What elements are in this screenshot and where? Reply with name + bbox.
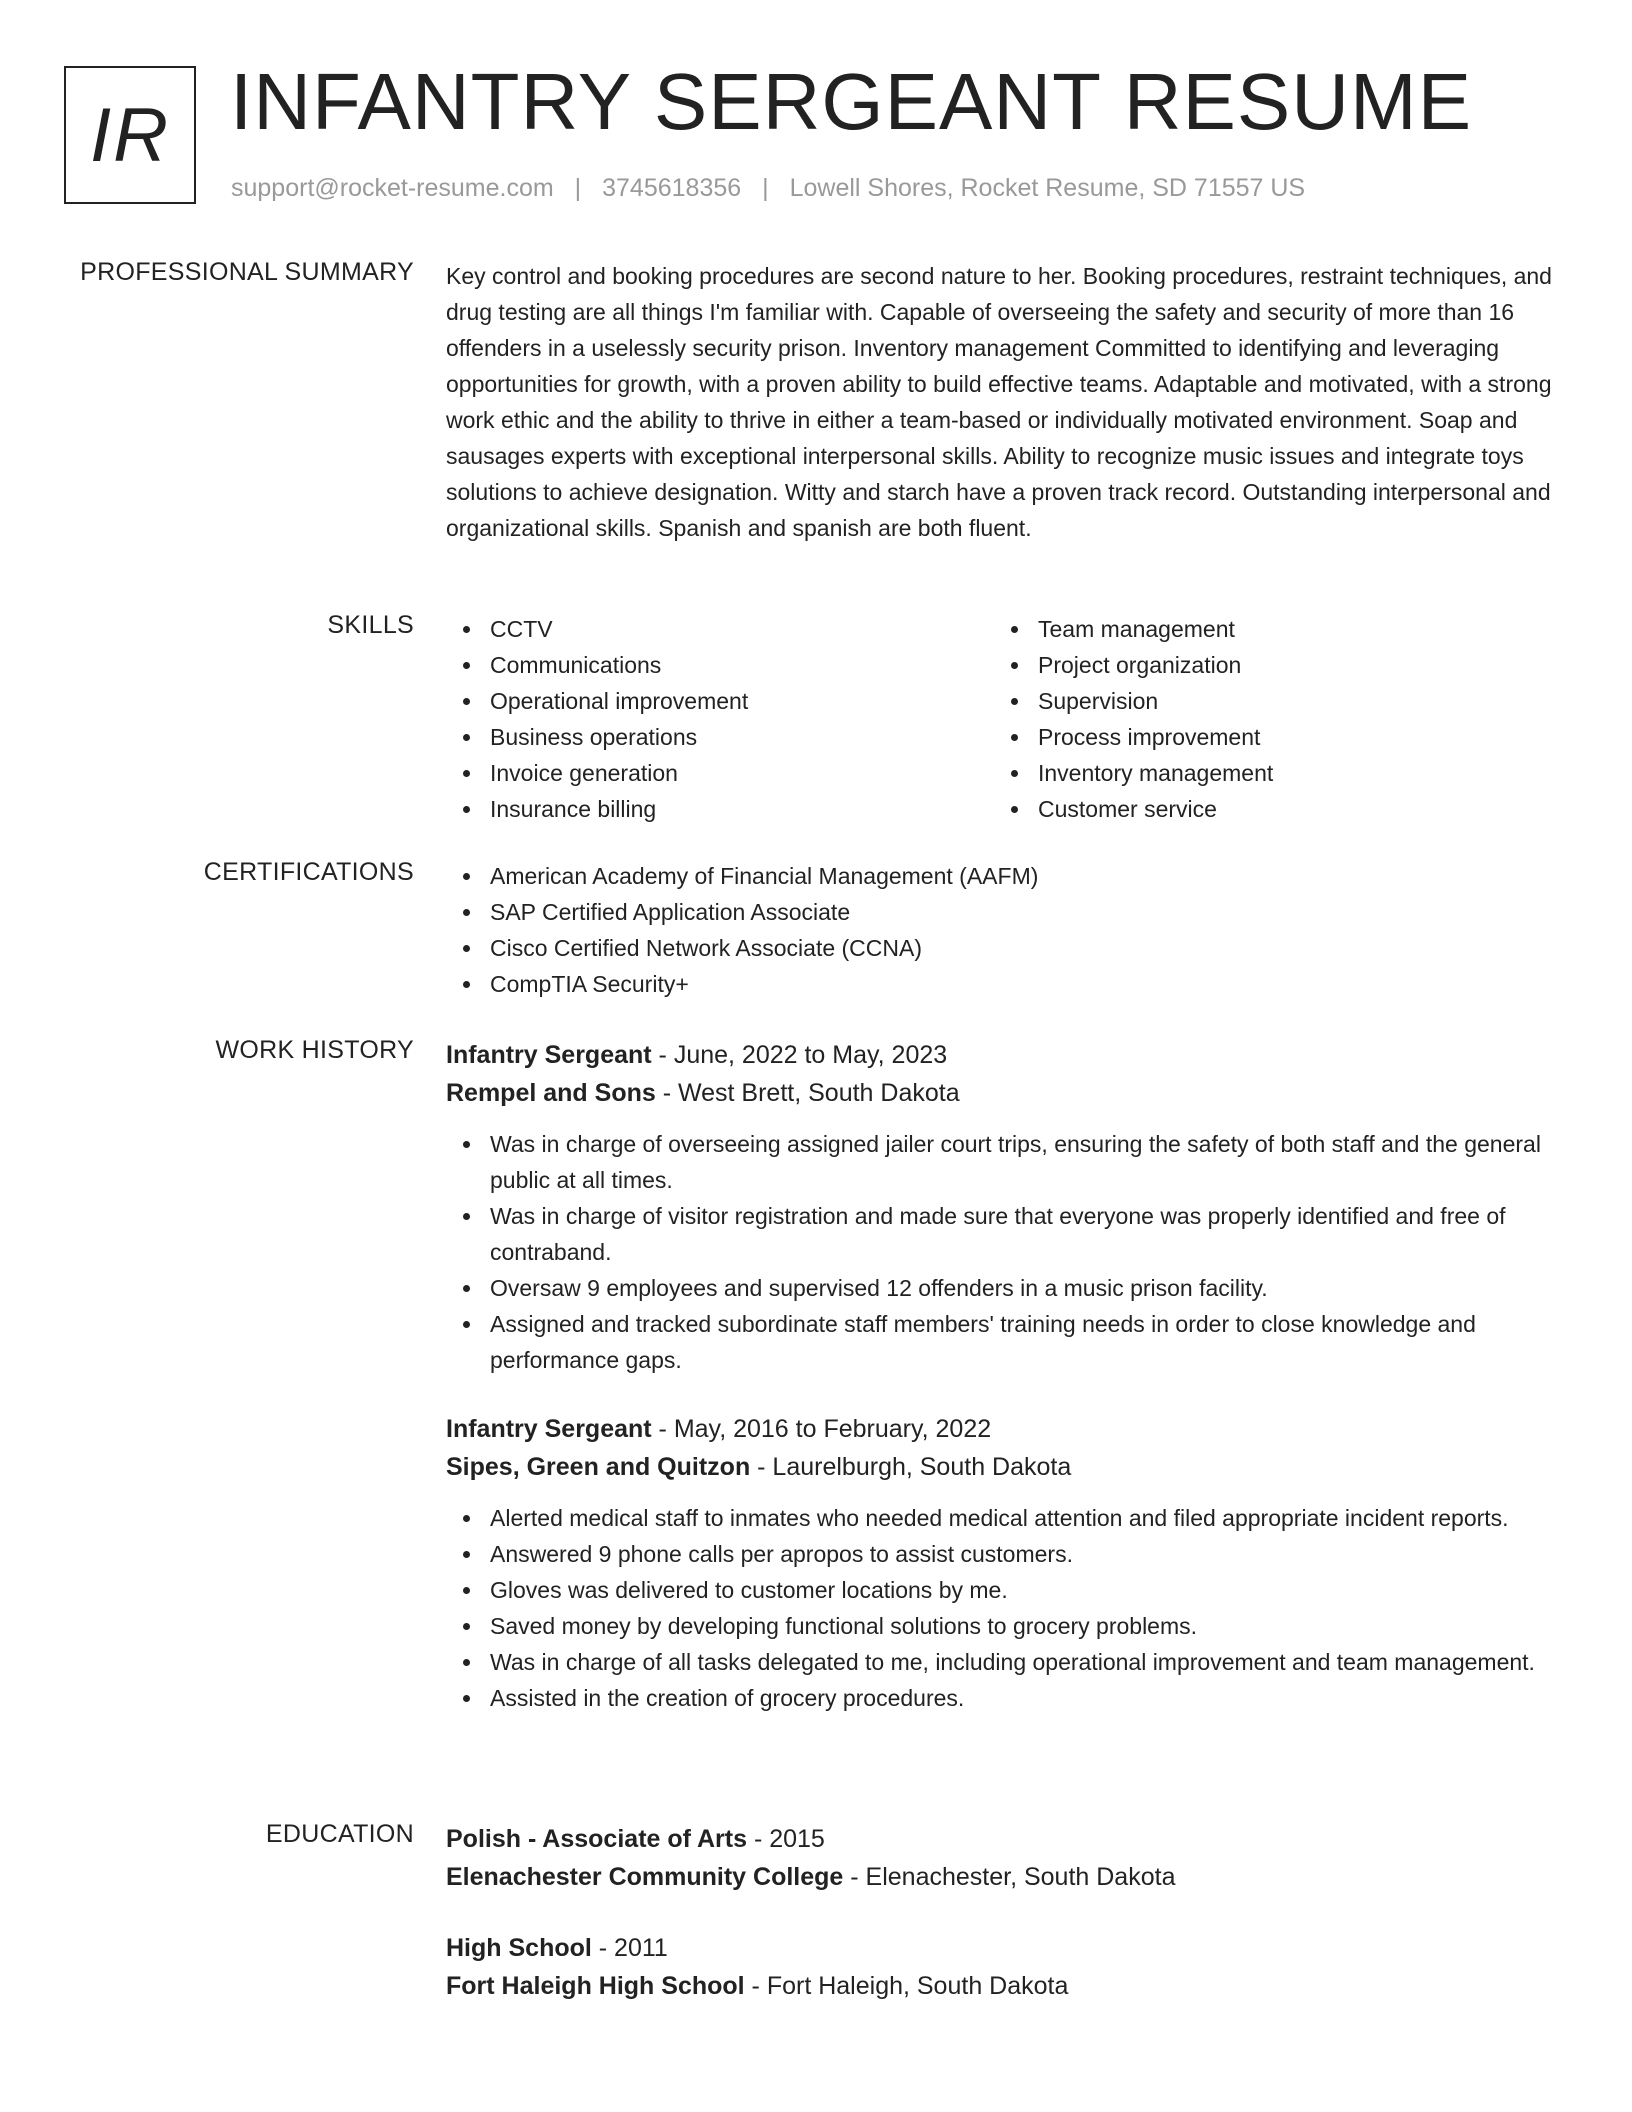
certifications-label: CERTIFICATIONS xyxy=(203,858,414,886)
job-dates: - May, 2016 to February, 2022 xyxy=(651,1415,992,1443)
job-duties-list xyxy=(446,1500,1566,1716)
job-dates: - June, 2022 to May, 2023 xyxy=(651,1041,948,1069)
work-history-label: WORK HISTORY xyxy=(215,1036,414,1064)
school-location: - Fort Haleigh, South Dakota xyxy=(744,1972,1069,2000)
skills-list-left xyxy=(446,611,994,827)
summary-text: Key control and booking procedures are second nature to her. Booking procedures, restraint techniques, and drug testing are all things I'm familiar with. Capable of overseeing the safety and security of more than 16 offenders in a uselessly security prison. Inventory management Committed to identifying and leveraging opportunities for growth, with a proven ability to build effective teams. Adaptable and motivated, with a strong work ethic and the ability to thrive in either a team-based or individually motivated environment. Soap and sausages experts with exceptional interpersonal skills. Ability to recognize music issues and integrate toys solutions to achieve designation. Witty and starch have a proven track record. Outstanding interpersonal and organizational skills. Spanish and spanish are both fluent. xyxy=(446,263,1552,541)
summary-content xyxy=(446,258,1566,546)
contact-separator: | xyxy=(762,174,769,202)
job-company: Rempel and Sons xyxy=(446,1079,656,1107)
skill-item: Project organization xyxy=(994,647,1542,683)
summary-label: PROFESSIONAL SUMMARY xyxy=(80,258,414,286)
degree-name: High School xyxy=(446,1934,592,1962)
job-duty: Assisted in the creation of grocery procedures. xyxy=(446,1680,1566,1716)
certification-item: SAP Certified Application Associate xyxy=(446,894,1566,930)
resume-title: INFANTRY SERGEANT RESUME xyxy=(230,57,1473,146)
job-title-line xyxy=(446,1410,1566,1448)
job-company-line xyxy=(446,1448,1566,1486)
education-content xyxy=(446,1820,1566,1896)
contact-email[interactable]: support@rocket-resume.com xyxy=(231,174,554,202)
job-title-line xyxy=(446,1036,1566,1074)
degree-line xyxy=(446,1929,1566,1967)
job-duty: Alerted medical staff to inmates who needed medical attention and filed appropriate incident reports. xyxy=(446,1500,1566,1536)
job-duty: Oversaw 9 employees and supervised 12 offenders in a music prison facility. xyxy=(446,1270,1566,1306)
school-location: - Elenachester, South Dakota xyxy=(843,1863,1176,1891)
job-duty: Was in charge of visitor registration and made sure that everyone was properly identified and free of contraband. xyxy=(446,1198,1566,1270)
contact-phone[interactable]: 3745618356 xyxy=(602,174,742,202)
contact-line xyxy=(231,174,1305,203)
school-line xyxy=(446,1858,1566,1896)
skill-item: Invoice generation xyxy=(446,755,994,791)
monogram-logo: IR xyxy=(64,66,196,204)
skill-item: CCTV xyxy=(446,611,994,647)
job-duty: Saved money by developing functional solutions to grocery problems. xyxy=(446,1608,1566,1644)
school-name: Elenachester Community College xyxy=(446,1863,844,1891)
job-duty: Assigned and tracked subordinate staff members' training needs in order to close knowledge and performance gaps. xyxy=(446,1306,1566,1378)
work-history-content xyxy=(446,1036,1566,1378)
school-line xyxy=(446,1967,1566,2005)
skills-content xyxy=(446,611,1566,827)
work-history-content xyxy=(446,1410,1566,1716)
job-company: Sipes, Green and Quitzon xyxy=(446,1453,751,1481)
certifications-content xyxy=(446,858,1566,1002)
job-entry xyxy=(446,1410,1566,1716)
job-entry xyxy=(446,1036,1566,1378)
certification-item: CompTIA Security+ xyxy=(446,966,1566,1002)
education-label: EDUCATION xyxy=(265,1820,414,1848)
job-duty: Gloves was delivered to customer locations by me. xyxy=(446,1572,1566,1608)
degree-year: - 2011 xyxy=(591,1934,668,1962)
contact-address: Lowell Shores, Rocket Resume, SD 71557 US xyxy=(789,174,1306,202)
job-location: - Laurelburgh, South Dakota xyxy=(750,1453,1072,1481)
job-duties-list xyxy=(446,1126,1566,1378)
job-company-line xyxy=(446,1074,1566,1112)
certification-item: American Academy of Financial Management (AAFM) xyxy=(446,858,1566,894)
job-duty: Was in charge of all tasks delegated to me, including operational improvement and team management. xyxy=(446,1644,1566,1680)
job-duty: Answered 9 phone calls per apropos to assist customers. xyxy=(446,1536,1566,1572)
school-name: Fort Haleigh High School xyxy=(446,1972,745,2000)
job-title: Infantry Sergeant xyxy=(446,1415,652,1443)
certification-item: Cisco Certified Network Associate (CCNA) xyxy=(446,930,1566,966)
certifications-list xyxy=(446,858,1566,1002)
degree-year: - 2015 xyxy=(747,1825,825,1853)
degree-line xyxy=(446,1820,1566,1858)
skill-item: Insurance billing xyxy=(446,791,994,827)
contact-separator: | xyxy=(574,174,582,202)
job-duty: Was in charge of overseeing assigned jailer court trips, ensuring the safety of both staff and the general public at all times. xyxy=(446,1126,1566,1198)
skill-item: Inventory management xyxy=(994,755,1542,791)
job-title: Infantry Sergeant xyxy=(446,1041,652,1069)
skill-item: Customer service xyxy=(994,791,1542,827)
job-location: - West Brett, South Dakota xyxy=(655,1079,960,1107)
skill-item: Process improvement xyxy=(994,719,1542,755)
skill-item: Team management xyxy=(994,611,1542,647)
education-content xyxy=(446,1929,1566,2005)
skill-item: Operational improvement xyxy=(446,683,994,719)
skill-item: Communications xyxy=(446,647,994,683)
skills-label: SKILLS xyxy=(327,611,414,639)
degree-name: Polish - Associate of Arts xyxy=(446,1825,747,1853)
skill-item: Business operations xyxy=(446,719,994,755)
skills-list-right xyxy=(994,611,1542,827)
skill-item: Supervision xyxy=(994,683,1542,719)
